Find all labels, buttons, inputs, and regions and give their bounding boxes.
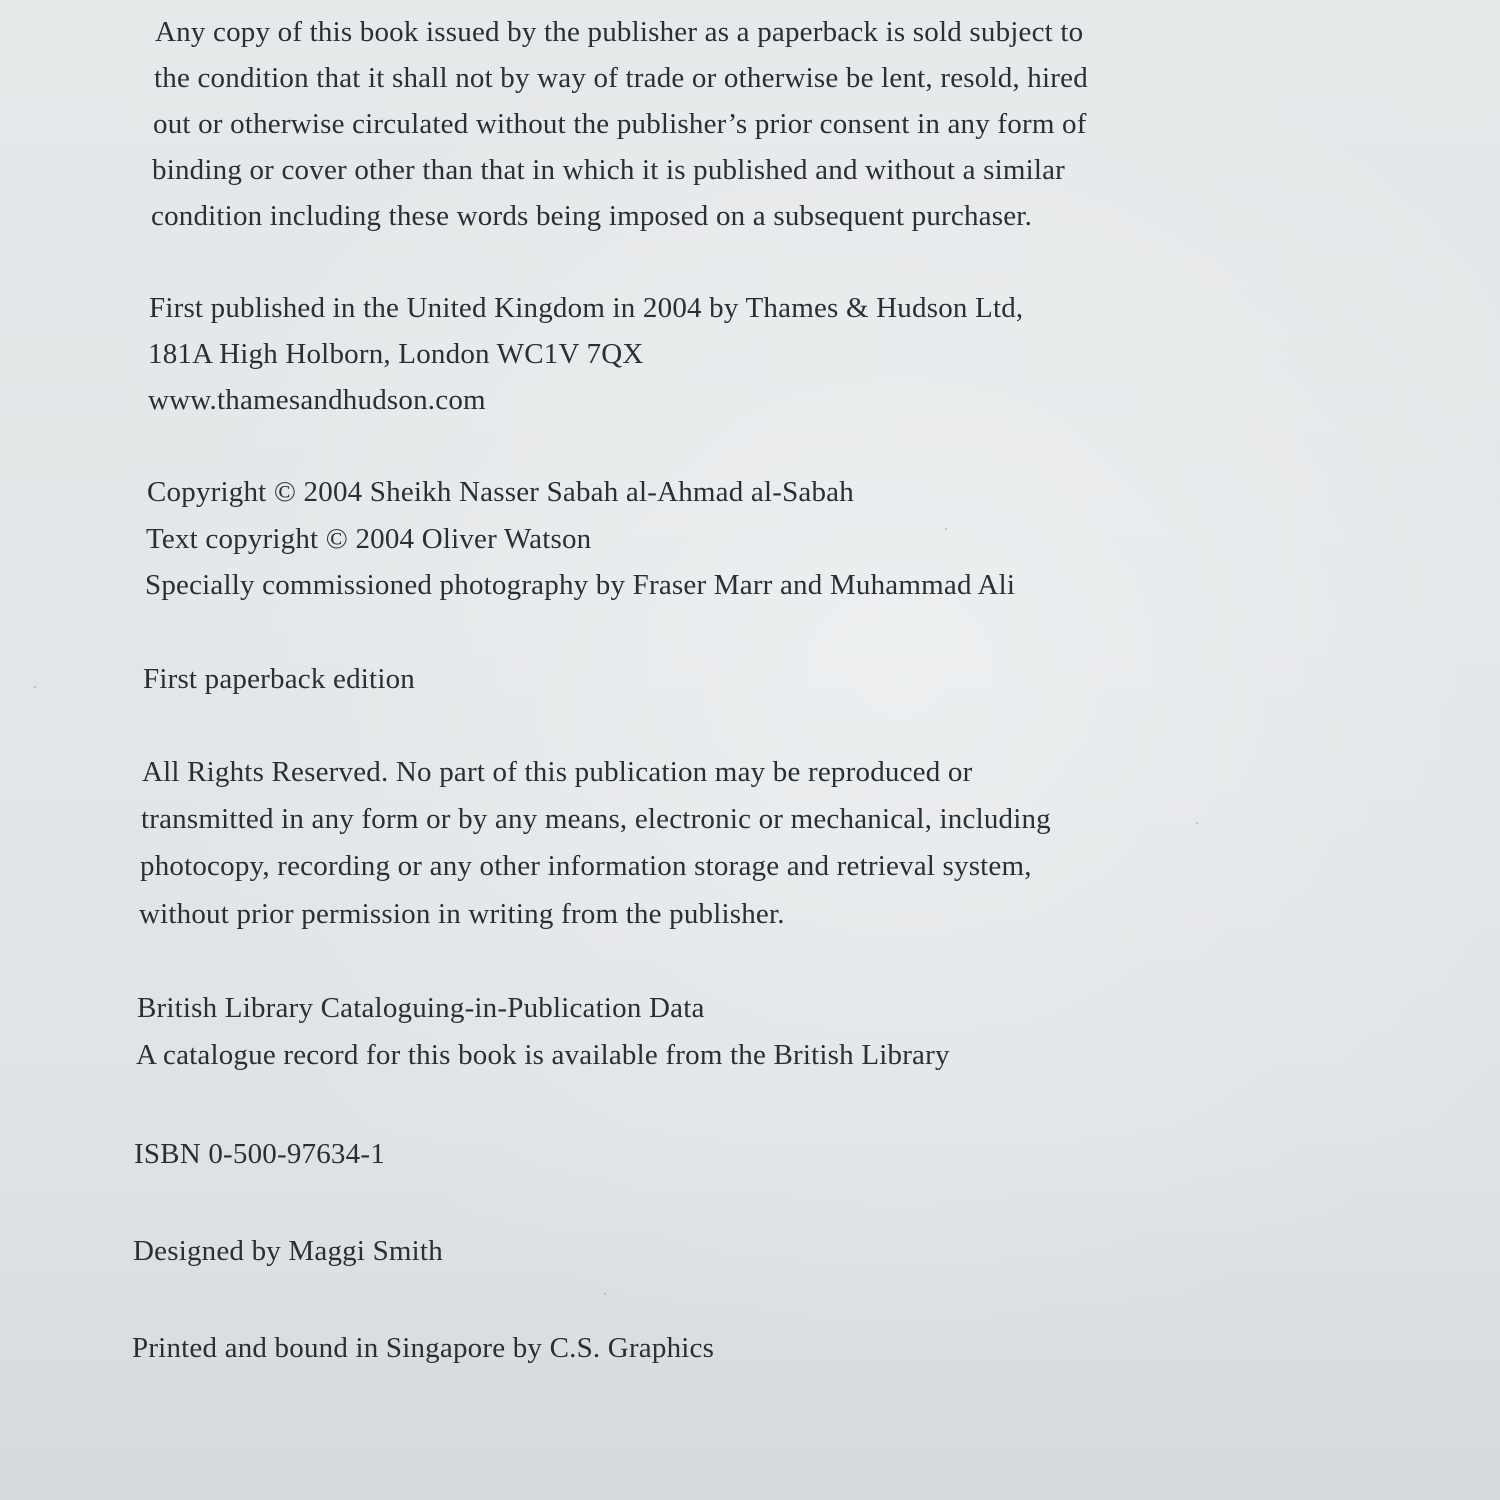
publisher-website: www.thamesandhudson.com (148, 384, 486, 416)
resale-notice-line: binding or cover other than that in which it is published and without a similar (152, 154, 1066, 186)
resale-notice-line: Any copy of this book issued by the publisher as a paperback is sold subject to (155, 16, 1084, 48)
edition-statement: First paperback edition (143, 663, 415, 695)
cataloguing-heading: British Library Cataloguing-in-Publication Data (137, 992, 705, 1024)
resale-notice-line: out or otherwise circulated without the publisher’s prior consent in any form of (153, 108, 1087, 140)
paper-speck (604, 1293, 606, 1295)
rights-line: All Rights Reserved. No part of this publication may be reproduced or (142, 756, 973, 788)
publisher-line: First published in the United Kingdom in 2004 by Thames & Hudson Ltd, (149, 292, 1024, 324)
cataloguing-note: A catalogue record for this book is available from the British Library (136, 1039, 950, 1071)
paper-speck (945, 528, 947, 530)
designer-credit: Designed by Maggi Smith (133, 1235, 443, 1267)
publisher-address: 181A High Holborn, London WC1V 7QX (148, 338, 644, 370)
rights-line: transmitted in any form or by any means, electronic or mechanical, including (141, 803, 1051, 835)
rights-line: without prior permission in writing from the publisher. (139, 898, 785, 930)
paper-speck (1196, 822, 1198, 824)
resale-notice-line: the condition that it shall not by way of trade or otherwise be lent, resold, hired (154, 62, 1088, 94)
rights-line: photocopy, recording or any other information storage and retrieval system, (140, 850, 1032, 882)
isbn: ISBN 0-500-97634-1 (134, 1138, 385, 1170)
printer-credit: Printed and bound in Singapore by C.S. Graphics (132, 1332, 715, 1364)
resale-notice-line: condition including these words being imposed on a subsequent purchaser. (151, 200, 1033, 232)
paper-speck (34, 686, 36, 688)
text-copyright-line: Text copyright © 2004 Oliver Watson (146, 523, 592, 555)
photography-credit-line: Specially commissioned photography by Fraser Marr and Muhammad Ali (145, 569, 1016, 601)
copyright-line: Copyright © 2004 Sheikh Nasser Sabah al-Ahmad al-Sabah (147, 476, 854, 508)
